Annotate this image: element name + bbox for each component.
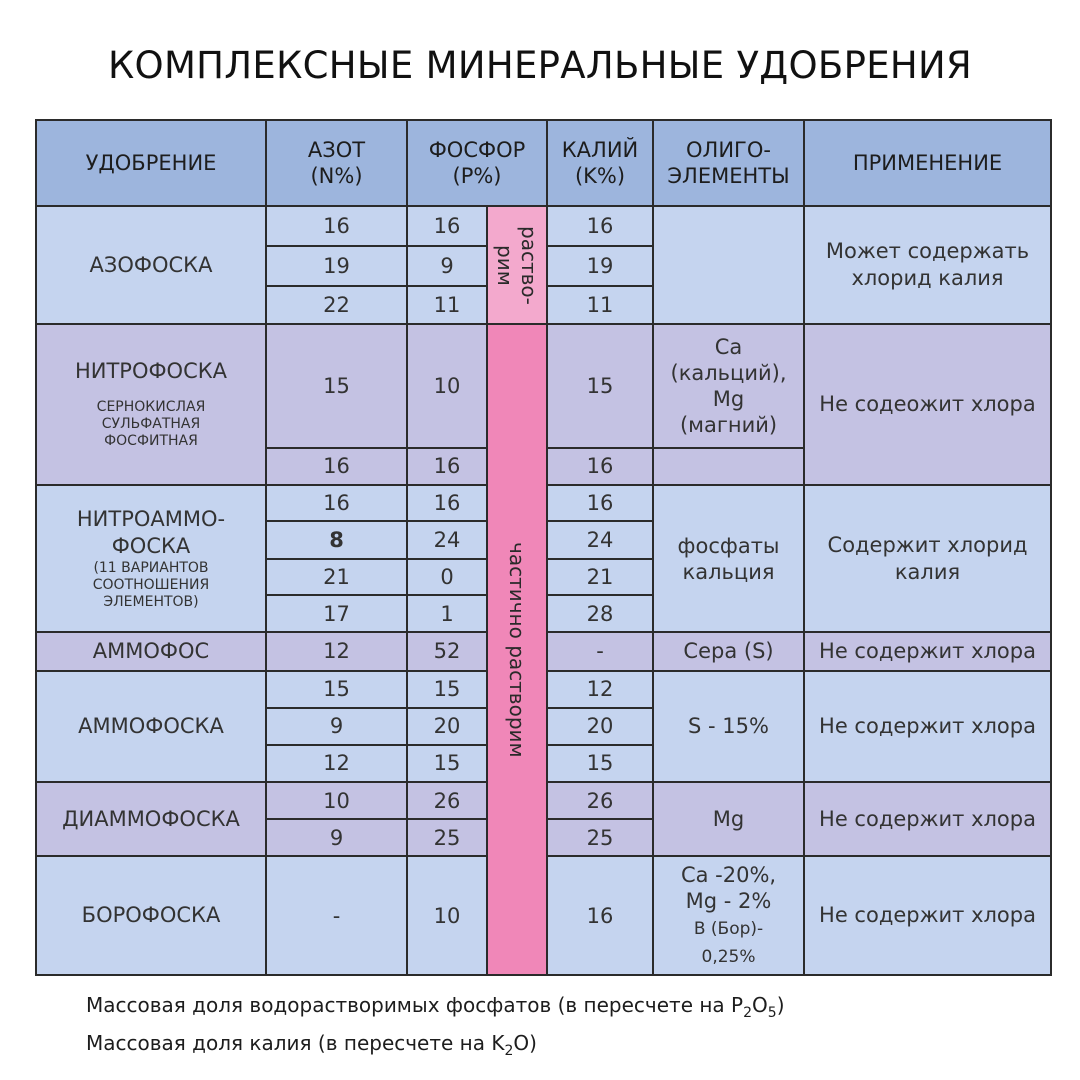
use-ammofos: Не содержит хлора [804,632,1051,670]
fertilizer-diammofoska: ДИАММОФОСКА [36,782,266,856]
micro-borofoska: Ca -20%, Mg - 2% B (Бор)- 0,25% [653,856,804,975]
header-potassium: КАЛИЙ (K%) [547,120,653,206]
micro-diammofoska: Mg [653,782,804,856]
micro-azofoska [653,206,804,324]
phosphorus-value: 10 [407,856,487,975]
nitrogen-value: 9 [266,708,407,745]
potassium-value: 11 [547,286,653,324]
nitrogen-value: 16 [266,485,407,521]
phosphorus-value: 52 [407,632,487,670]
micro-nitrofoska: Ca (кальций), Mg (магний) [653,324,804,448]
header-nitrogen: АЗОТ (N%) [266,120,407,206]
phosphorus-value: 11 [407,286,487,324]
fertilizer-table [35,119,1052,976]
potassium-value: 12 [547,671,653,708]
potassium-value: - [547,632,653,670]
phosphorus-value: 20 [407,708,487,745]
phosphorus-value: 26 [407,782,487,819]
fertilizer-ammofoska: АММОФОСКА [36,671,266,783]
potassium-value: 19 [547,246,653,286]
nitrogen-value: 12 [266,632,407,670]
potassium-value: 15 [547,324,653,448]
solubility-soluble-label: раство- рим [493,225,541,305]
nitrogen-value: 22 [266,286,407,324]
solubility-partial-label: частично растворим [505,541,529,758]
use-diammofoska: Не содержит хлора [804,782,1051,856]
footnote-phosphates: Массовая доля водорастворимых фосфатов (в пересчете на $P_2O_5$) [86,993,785,1021]
potassium-value: 15 [547,745,653,782]
phosphorus-value: 9 [407,246,487,286]
potassium-value: 16 [547,448,653,485]
nitrogen-value: 19 [266,246,407,286]
nitrogen-value: 8 [266,521,407,559]
header-fertilizer: УДОБРЕНИЕ [36,120,266,206]
micro-nitrofoska-empty [653,448,804,485]
nitrogen-value: - [266,856,407,975]
micro-ammofoska: S - 15% [653,671,804,783]
nitrogen-value: 17 [266,595,407,632]
phosphorus-value: 15 [407,745,487,782]
header-microelements: ОЛИГО- ЭЛЕМЕНТЫ [653,120,804,206]
fertilizer-borofoska: БОРОФОСКА [36,856,266,975]
footnotes [86,990,785,1066]
phosphorus-value: 10 [407,324,487,448]
potassium-value: 26 [547,782,653,819]
nitrogen-value: 9 [266,819,407,856]
header-row [36,120,1051,206]
nitrogen-value: 16 [266,206,407,245]
table-row [36,206,1051,245]
phosphorus-value: 15 [407,671,487,708]
solubility-soluble [487,206,547,324]
potassium-value: 16 [547,485,653,521]
potassium-value: 20 [547,708,653,745]
phosphorus-value: 25 [407,819,487,856]
micro-nitroammofoska: фосфаты кальция [653,485,804,633]
header-use: ПРИМЕНЕНИЕ [804,120,1051,206]
phosphorus-value: 16 [407,206,487,245]
potassium-value: 16 [547,856,653,975]
potassium-value: 25 [547,819,653,856]
phosphorus-value: 16 [407,448,487,485]
fertilizer-azofoska: АЗОФОСКА [36,206,266,324]
nitrogen-value: 12 [266,745,407,782]
fertilizer-nitroammofoska: НИТРОАММО- ФОСКА (11 ВАРИАНТОВ СООТНОШЕНИЯ ЭЛЕМЕНТОВ) [36,485,266,633]
phosphorus-value: 24 [407,521,487,559]
page-title: КОМПЛЕКСНЫЕ МИНЕРАЛЬНЫЕ УДОБРЕНИЯ [107,44,973,87]
use-borofoska: Не содержит хлора [804,856,1051,975]
use-nitrofoska: Не содеожит хлора [804,324,1051,485]
phosphorus-value: 0 [407,559,487,595]
nitrogen-value: 21 [266,559,407,595]
nitrogen-value: 10 [266,782,407,819]
solubility-partial [487,324,547,975]
phosphorus-value: 16 [407,485,487,521]
micro-ammofos: Сера (S) [653,632,804,670]
footnote-potassium: Массовая доля калия (в пересчете на $K_2O$) [86,1031,537,1059]
nitrogen-value: 15 [266,671,407,708]
potassium-value: 28 [547,595,653,632]
nitrogen-value: 15 [266,324,407,448]
potassium-value: 21 [547,559,653,595]
nitrogen-value: 16 [266,448,407,485]
use-ammofoska: Не содержит хлора [804,671,1051,783]
table-row [36,324,1051,448]
potassium-value: 24 [547,521,653,559]
fertilizer-ammofos: АММОФОС [36,632,266,670]
potassium-value: 16 [547,206,653,245]
phosphorus-value: 1 [407,595,487,632]
use-azofoska: Может содержать хлорид калия [804,206,1051,324]
fertilizer-nitrofoska: НИТРОФОСКА СЕРНОКИСЛАЯ СУЛЬФАТНАЯ ФОСФИТНАЯ [36,324,266,485]
header-phosphorus: ФОСФОР (P%) [407,120,547,206]
use-nitroammofoska: Содержит хлорид калия [804,485,1051,633]
